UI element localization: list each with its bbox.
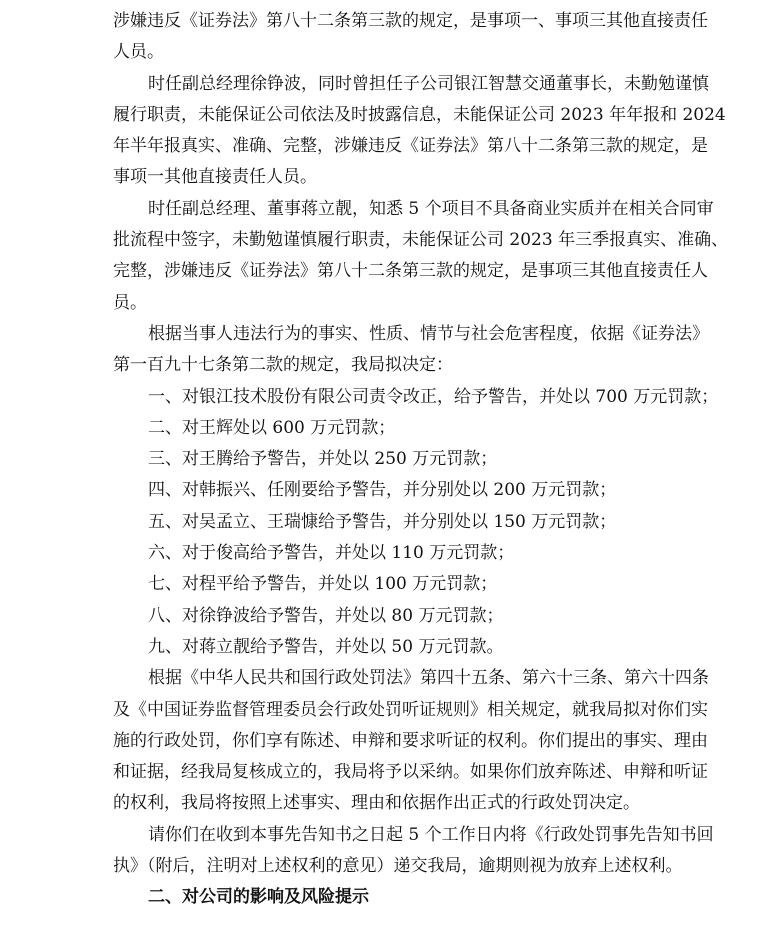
paragraph <box>113 6 708 69</box>
paragraph <box>113 444 669 475</box>
paragraph <box>113 632 669 663</box>
text-line: 三、对王腾给予警告，并处以 250 万元罚款； <box>148 449 498 470</box>
text-line: 和证据，经我局复核成立的，我局将予以采纳。如果你们放弃陈述、申辩和听证 <box>113 762 708 783</box>
text-line: 请你们在收到本事先告知书之日起 5 个工作日内将《行政处罚事先告知书回 <box>148 824 714 845</box>
text-line: 完整，涉嫌违反《证券法》第八十二条第三款的规定，是事项三其他直接责任人 <box>113 261 708 282</box>
paragraph <box>113 475 669 506</box>
text-line: 施的行政处罚，你们享有陈述、申辩和要求听证的权利。你们提出的事实、理由 <box>113 730 708 751</box>
text-line: 五、对吴孟立、王瑞慷给予警告，并分别处以 150 万元罚款； <box>148 511 617 532</box>
text-line: 履行职责，未能保证公司依法及时披露信息，未能保证公司 2023 年年报和 2024 <box>113 104 726 125</box>
paragraph <box>113 413 669 444</box>
text-line: 六、对于俊高给予警告，并处以 110 万元罚款； <box>148 543 515 564</box>
text-line: 时任副总经理徐铮波，同时曾担任子公司银江智慧交通董事长，未勤勉谨慎 <box>148 73 709 94</box>
text-line: 根据《中华人民共和国行政处罚法》第四十五条、第六十三条、第六十四条 <box>148 668 709 689</box>
paragraph <box>113 319 709 382</box>
text-line: 员。 <box>113 292 147 313</box>
paragraph <box>113 601 669 632</box>
section-heading: 二、对公司的影响及风险提示 <box>148 887 369 908</box>
text-line: 八、对徐铮波给予警告，并处以 80 万元罚款； <box>148 605 504 626</box>
paragraph <box>113 820 714 883</box>
text-line: 根据当事人违法行为的事实、性质、情节与社会危害程度，依据《证券法》 <box>148 323 709 344</box>
text-line: 一、对银江技术股份有限公司责令改正，给予警告，并处以 700 万元罚款； <box>148 386 719 407</box>
text-line: 四、对韩振兴、任刚要给予警告，并分别处以 200 万元罚款； <box>148 480 617 501</box>
paragraph <box>113 507 669 538</box>
paragraph <box>113 538 669 569</box>
paragraph <box>113 569 669 600</box>
text-line: 涉嫌违反《证券法》第八十二条第三款的规定，是事项一、事项三其他直接责任 <box>113 11 708 31</box>
text-line: 时任副总经理、董事蒋立靓，知悉 5 个项目不具备商业实质并在相关合同审 <box>148 198 714 219</box>
document-body <box>113 6 729 914</box>
paragraph <box>113 69 726 194</box>
text-line: 执》（附后，注明对上述权利的意见）递交我局，逾期则视为放弃上述权利。 <box>113 856 683 877</box>
text-line: 的权利，我局将按照上述事实、理由和依据作出正式的行政处罚决定。 <box>113 793 640 814</box>
text-line: 九、对蒋立靓给予警告，并处以 50 万元罚款。 <box>148 636 504 657</box>
paragraph <box>113 194 729 319</box>
text-line: 人员。 <box>113 42 164 63</box>
text-line: 年半年报真实、准确、完整，涉嫌违反《证券法》第八十二条第三款的规定，是 <box>113 136 708 157</box>
text-line: 七、对程平给予警告，并处以 100 万元罚款； <box>148 574 498 595</box>
paragraph <box>113 663 709 819</box>
text-line: 事项一其他直接责任人员。 <box>113 167 317 188</box>
text-line: 批流程中签字，未勤勉谨慎履行职责，未能保证公司 2023 年三季报真实、准确、 <box>113 230 729 251</box>
text-line: 二、对王辉处以 600 万元罚款； <box>148 417 396 438</box>
paragraph <box>113 382 719 413</box>
text-line: 及《中国证券监督管理委员会行政处罚听证规则》相关规定，就我局拟对你们实 <box>113 699 708 720</box>
text-line: 第一百九十七条第二款的规定，我局拟决定： <box>113 355 453 376</box>
